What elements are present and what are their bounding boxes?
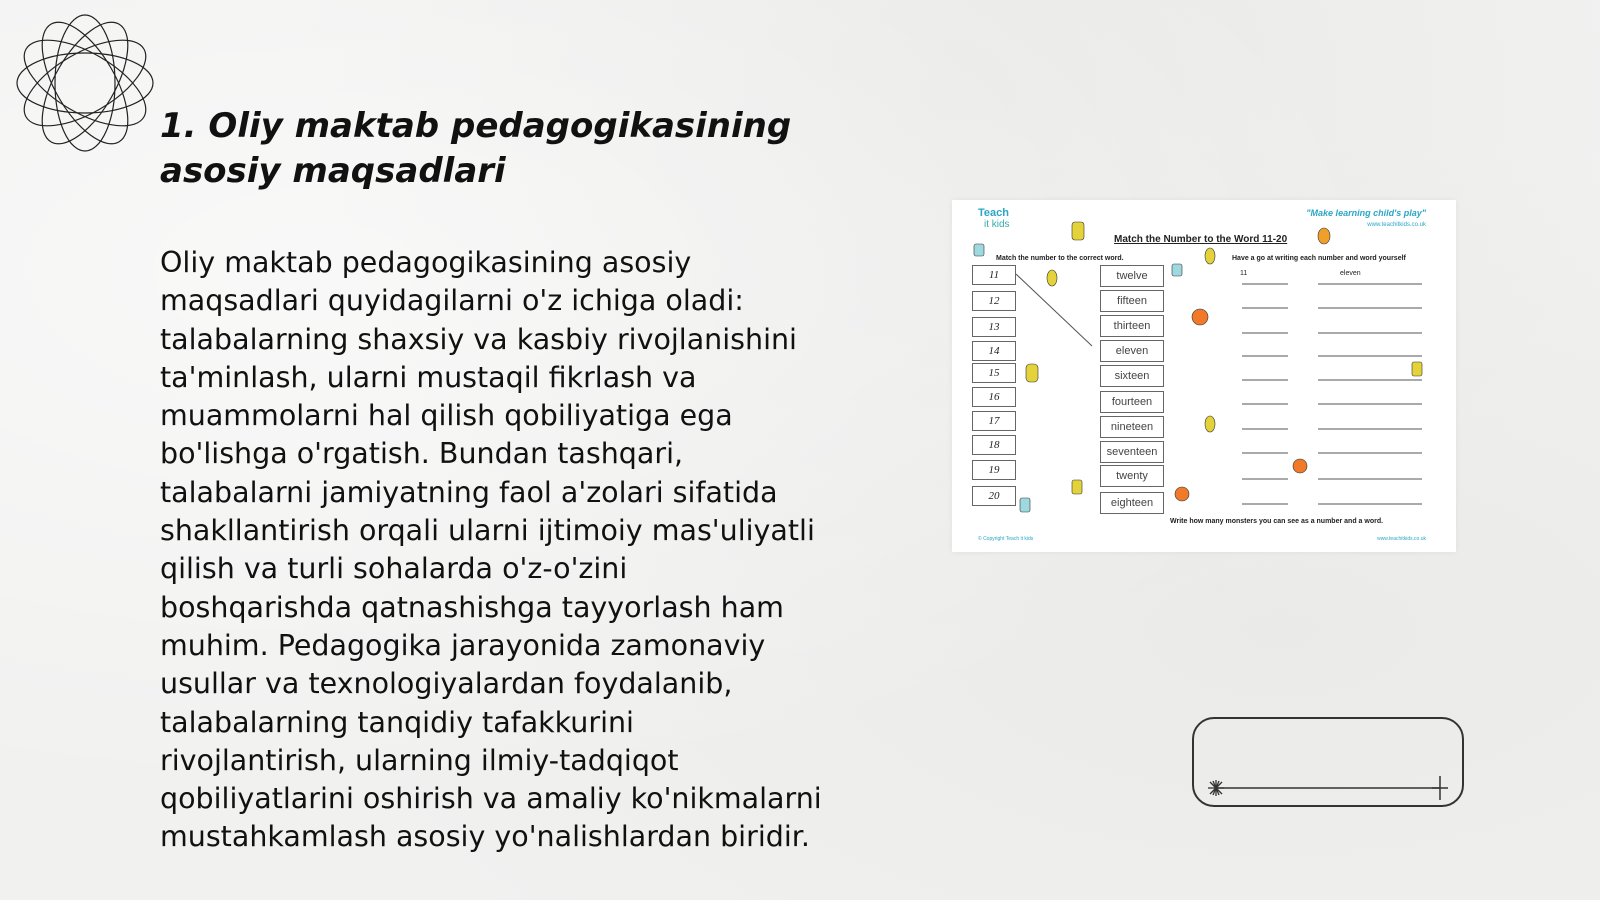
worksheet-title: Match the Number to the Word 11-20 [1114,234,1288,245]
word-box: fourteen [1100,391,1164,413]
monster-icon [974,222,1422,512]
sparkle-icon [1208,780,1224,796]
sample-word: eleven [1340,270,1361,277]
slide-body-text: Oliy maktab pedagogikasining asosiy maqsadlari quyidagilarni o'z ichiga oladi: talabalarning shaxsiy va kasbiy rivojlanishini ta'minlash, ularni mustaqil fikrlash va muammolarni hal qilish qobiliyatiga ega bo'lishga o'rgatish. Bundan tashqari, talabalarni jamiyatning faol a'zolari sifatida shakllantirish orqali ularni ijtimoiy mas'uliyatli qilish va turli sohalarda o'z-o'zini boshqarishda qatnashishga tayyorlash ham muhim. Pedagogika jarayonida zamonaviy usullar va texnologiyalardan foydalanib, talabalarning tanqidiy tafakkurini rivojlantirish, ularning ilmiy-tadqiqot qobiliyatlarini oshirish va amaliy ko'nikmalarni mustahkamlash asosiy yo'nalishlardan biridir. [160,246,822,854]
circle-ornament-icon [10,8,160,158]
word-box: thirteen [1100,315,1164,337]
number-box: 11 [972,265,1016,285]
word-box: sixteen [1100,365,1164,387]
worksheet-lines-and-monsters [952,200,1456,552]
worksheet-instruction-left: Match the number to the correct word. [996,255,1124,262]
worksheet-image [952,200,1456,552]
word-box: twenty [1100,465,1164,487]
number-box: 13 [972,317,1016,337]
number-box: 18 [972,435,1016,455]
worksheet-instruction-right: Have a go at writing each number and word yourself [1232,255,1406,262]
number-box: 14 [972,341,1016,361]
word-box: nineteen [1100,416,1164,438]
number-box: 15 [972,363,1016,383]
worksheet-tagline: "Make learning child's play" [1306,208,1426,218]
worksheet-instruction-bottom: Write how many monsters you can see as a number and a word. [1170,518,1384,525]
worksheet-logo-line1: Teach [978,207,1009,219]
number-box: 16 [972,387,1016,407]
word-box: twelve [1100,265,1164,287]
worksheet-footer-right: www.teachitkids.co.uk [1377,536,1426,542]
word-box: seventeen [1100,441,1164,463]
number-box: 12 [972,291,1016,311]
worksheet-logo-line2: it kids [984,219,1010,230]
sample-number: 11 [1240,270,1248,277]
number-box: 17 [972,411,1016,431]
decorative-line [1192,762,1464,802]
number-box: 20 [972,486,1016,506]
number-box: 19 [972,460,1016,480]
cross-star-icon [1432,776,1448,800]
word-box: eighteen [1100,492,1164,514]
worksheet-footer-left: © Copyright Teach it kids [978,536,1034,542]
slide-title: 1. Oliy maktab pedagogikasining asosiy maqsadlari [160,106,792,191]
worksheet-url-top: www.teachitkids.co.uk [1367,222,1426,228]
word-box: fifteen [1100,290,1164,312]
word-box: eleven [1100,340,1164,362]
